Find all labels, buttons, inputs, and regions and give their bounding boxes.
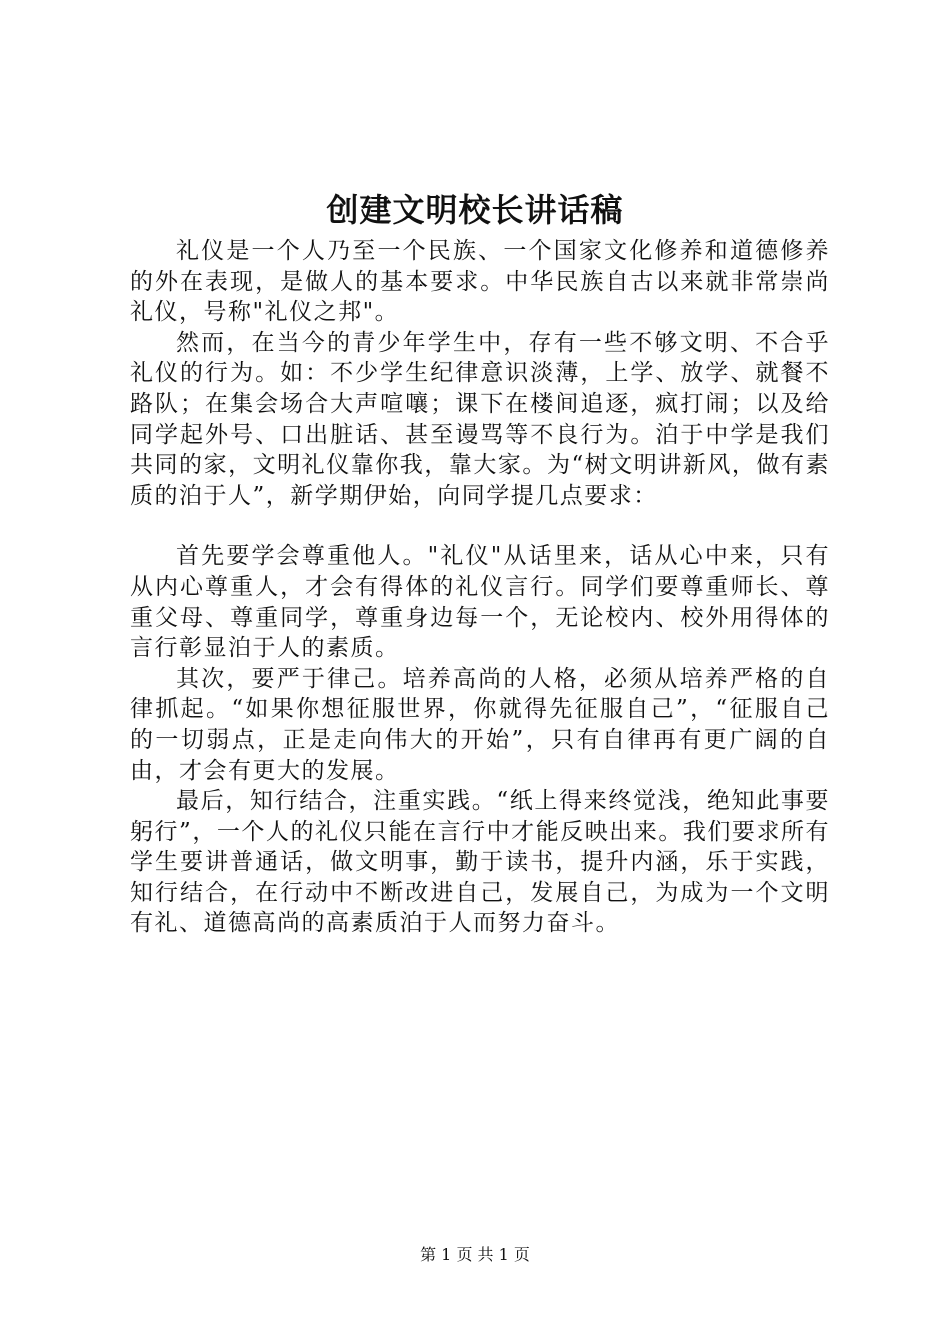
paragraph-problems: 然而，在当今的青少年学生中，存有一些不够文明、不合乎礼仪的行为。如：不少学生纪律意识淡薄，上学、放学、就餐不路队；在集会场合大声喧嚷；课下在楼间追逐，疯打闹；以及给同学起外号、口出脏话、甚至谩骂等不良行为。泊于中学是我们共同的家，文明礼仪靠你我，靠大家。为“树文明讲新风，做有素质的泊于人”，新学期伊始，向同学提几点要求：	[130, 329, 830, 509]
paragraph-respect: 首先要学会尊重他人。"礼仪"从话里来，话从心中来，只有从内心尊重人，才会有得体的礼仪言行。同学们要尊重师长、尊重父母、尊重同学，尊重身边每一个，无论校内、校外用得体的言行彰显泊于人的素质。	[130, 543, 830, 662]
paragraph-self-discipline: 其次，要严于律己。培养高尚的人格，必须从培养严格的自律抓起。“如果你想征服世界，你就得先征服自己”，“征服自己的一切弱点，正是走向伟大的开始”，只有自律再有更广阔的自由，才会有更大的发展。	[130, 665, 830, 784]
page-title: 创建文明校长讲话稿	[326, 191, 624, 229]
paragraph-practice: 最后，知行结合，注重实践。“纸上得来终觉浅，绝知此事要躬行”，一个人的礼仪只能在言行中才能反映出来。我们要求所有学生要讲普通话，做文明事，勤于读书，提升内涵，乐于实践，知行结合，在行动中不断改进自己，发展自己，为成为一个文明有礼、道德高尚的高素质泊于人而努力奋斗。	[130, 788, 830, 937]
paragraph-intro: 礼仪是一个人乃至一个民族、一个国家文化修养和道德修养的外在表现，是做人的基本要求。中华民族自古以来就非常崇尚礼仪，号称"礼仪之邦"。	[130, 238, 830, 326]
page-footer: 第 1 页 共 1 页	[420, 1245, 530, 1264]
document-body	[130, 236, 830, 939]
